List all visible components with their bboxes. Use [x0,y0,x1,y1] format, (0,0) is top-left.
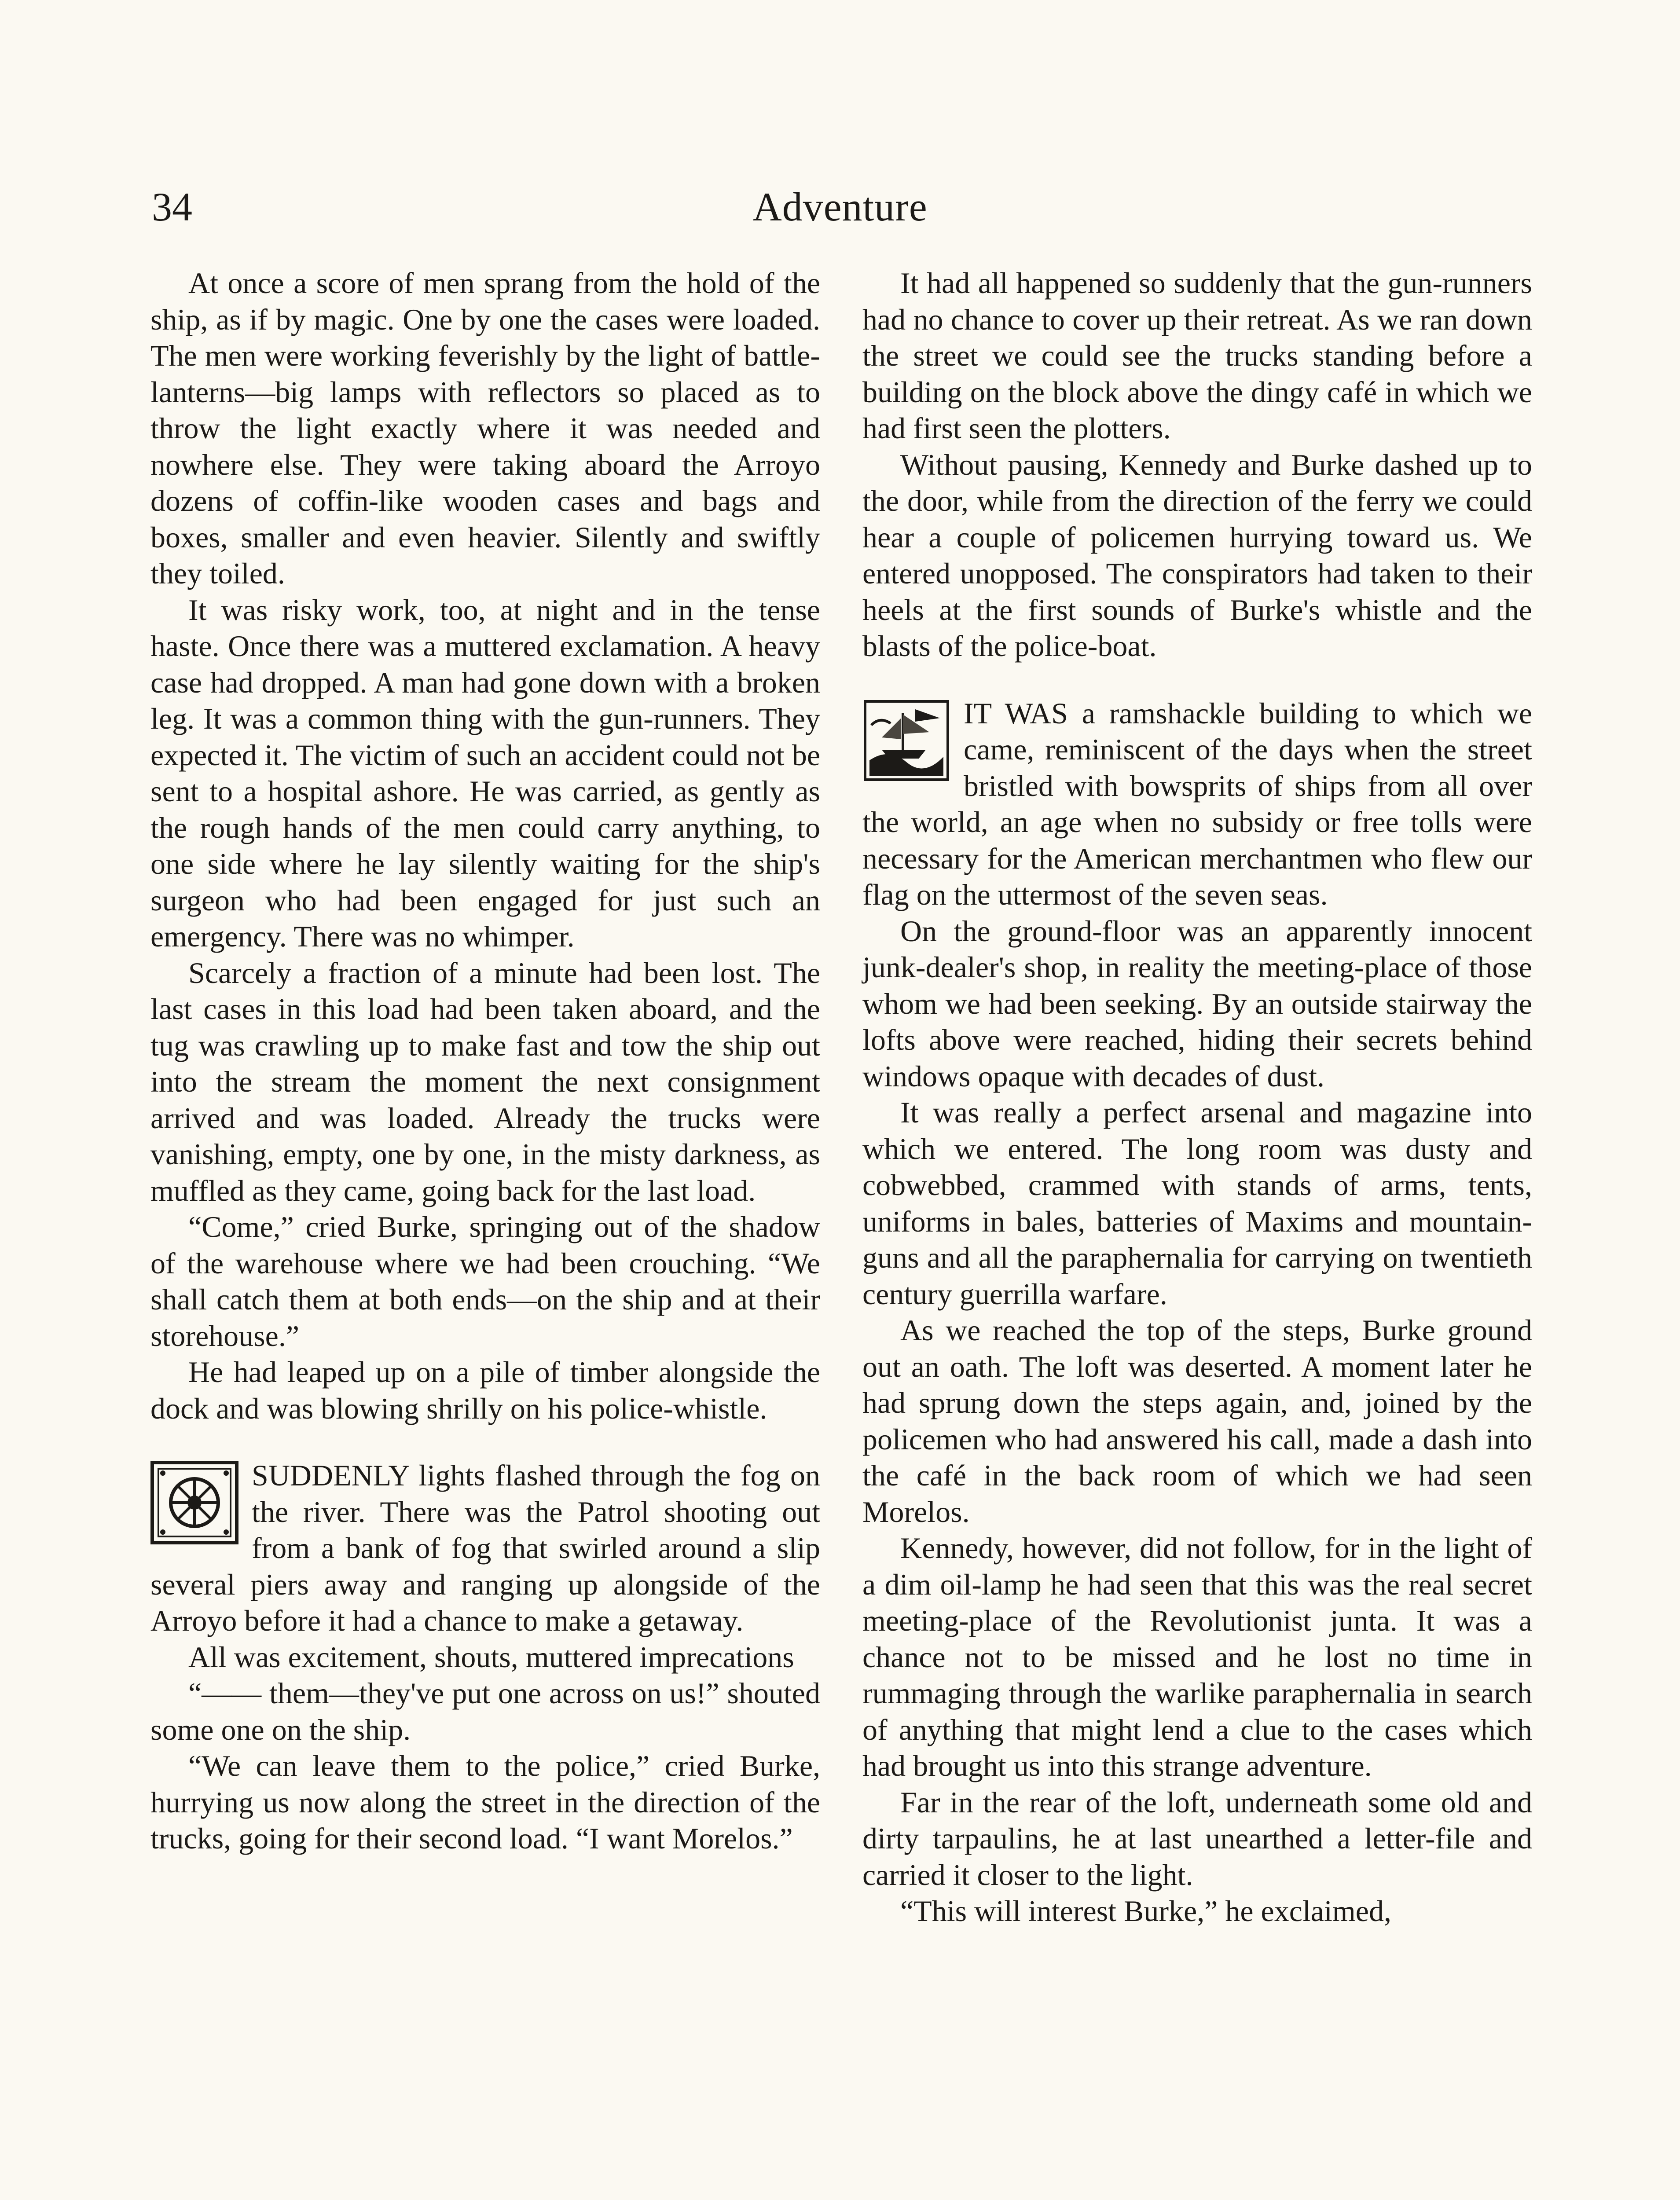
paragraph: Scarcely a fraction of a minute had been lost. The last cases in this load had been taken aboard, and the tug was crawling up to make fast and tow the ship out into the stream the moment the next consignment arrived and was loaded. Already the trucks were vanishing, empty, one by one, in the misty darkness, as muffled as they came, going back for the last load. [150,956,820,1207]
section-lead: SUDDENLY [252,1459,409,1492]
paragraph: “This will interest Burke,” he exclaimed, [900,1894,1391,1928]
page-number: 34 [152,184,192,229]
paragraph: It was risky work, too, at night and in the tense haste. Once there was a muttered exclamation. A heavy case had dropped. A man had gone down with a broken leg. It was a common thing with the gun-runners. They expected it. The victim of such an accident could not be sent to a hospital ashore. He was carried, as gently as the rough hands of the men could carry anything, to one side where he lay silently waiting for the ship's surgeon who had been engaged for just such an emergency. There was no whimper. [150,593,820,953]
paragraph: All was excitement, shouts, muttered imprecations [188,1640,794,1674]
section-suddenly [150,1457,820,1857]
section-it-was [862,695,1532,1929]
paragraph-body: a ramshackle building to which we came, reminiscent of the days when the street bristled with bowsprits of ships from all over the world, an age when no subsidy or free tolls were necessary for the American merchantmen who flew our flag on the uttermost of the seven seas. [862,696,1533,911]
paragraph: “Come,” cried Burke, springing out of the shadow of the warehouse where we had been crouching. “We shall catch them at both ends—on the ship and at their storehouse.” [150,1210,820,1353]
paragraph: On the ground-floor was an apparently innocent junk-dealer's shop, in reality the meeting-place of those whom we had been seeking. By an outside stairway the lofts above were reached, hiding their secrets behind windows opaque with decades of dust. [862,914,1532,1093]
right-column [862,265,1532,1929]
paragraph: “—— them—they've put one across on us!” shouted some one on the ship. [150,1676,820,1746]
paragraph: Kennedy, however, did not follow, for in the light of a dim oil-lamp he had seen that this was the real secret meeting-place of the Revolutionist junta. It was a chance not to be missed and he lost no time in rummaging through the warlike paraphernalia in search of anything that might lend a clue to the cases which had brought us into this strange adventure. [862,1531,1532,1782]
page-header [0,180,1680,233]
ship-vignette-icon [862,699,950,782]
paragraph: “We can leave them to the police,” cried Burke, hurrying us now along the street in the direction of the trucks, going for their second load. “I want Morelos.” [150,1749,820,1855]
paragraph [862,695,1532,913]
paragraph: It had all happened so suddenly that the gun-runners had no chance to cover up their retreat. As we ran down the street we could see the trucks standing before a building on the block above the dingy café in which we had first seen the plotters. [862,266,1532,445]
left-column [150,265,820,1857]
paragraph: Far in the rear of the loft, underneath some old and dirty tarpaulins, he at last unearthed a letter-file and carried it closer to the light. [862,1785,1532,1892]
paragraph: He had leaped up on a pile of timber alongside the dock and was blowing shrilly on his police-whistle. [150,1355,820,1425]
paragraph: As we reached the top of the steps, Burke ground out an oath. The loft was deserted. A moment later he had sprung down the steps again, and, joined by the policemen who had answered his call, made a dash into the café in the back room of which we had seen Morelos. [862,1313,1532,1529]
paragraph: Without pausing, Kennedy and Burke dashed up to the door, while from the direction of the ferry we could hear a couple of policemen hurrying toward us. We entered unopposed. The conspirators had taken to their heels at the first sounds of Burke's whistle and the blasts of the police-boat. [862,447,1532,663]
wheel-ornament-icon [150,1461,238,1544]
running-title: Adventure [752,184,928,229]
paragraph-body: lights flashed through the fog on the river. There was the Patrol shooting out from a bank of fog that swirled around a slip several piers away and ranging up alongside of the Arroyo before it had a chance to make a getaway. [150,1459,820,1637]
paragraph: At once a score of men sprang from the hold of the ship, as if by magic. One by one the cases were loaded. The men were working feverishly by the light of battle-lanterns—big lamps with reflectors so placed as to throw the light exactly where it was needed and nowhere else. They were taking aboard the Arroyo dozens of coffin-like wooden cases and bags and boxes, smaller and even heavier. Silently and swiftly they toiled. [150,266,820,590]
paragraph [150,1457,820,1639]
section-lead: IT WAS [964,696,1068,730]
paragraph: It was really a perfect arsenal and magazine into which we entered. The long room was dusty and cobwebbed, crammed with stands of arms, tents, uniforms in bales, batteries of Maxims and mountain-guns and all the paraphernalia for carrying on twentieth century guerrilla warfare. [862,1096,1532,1311]
